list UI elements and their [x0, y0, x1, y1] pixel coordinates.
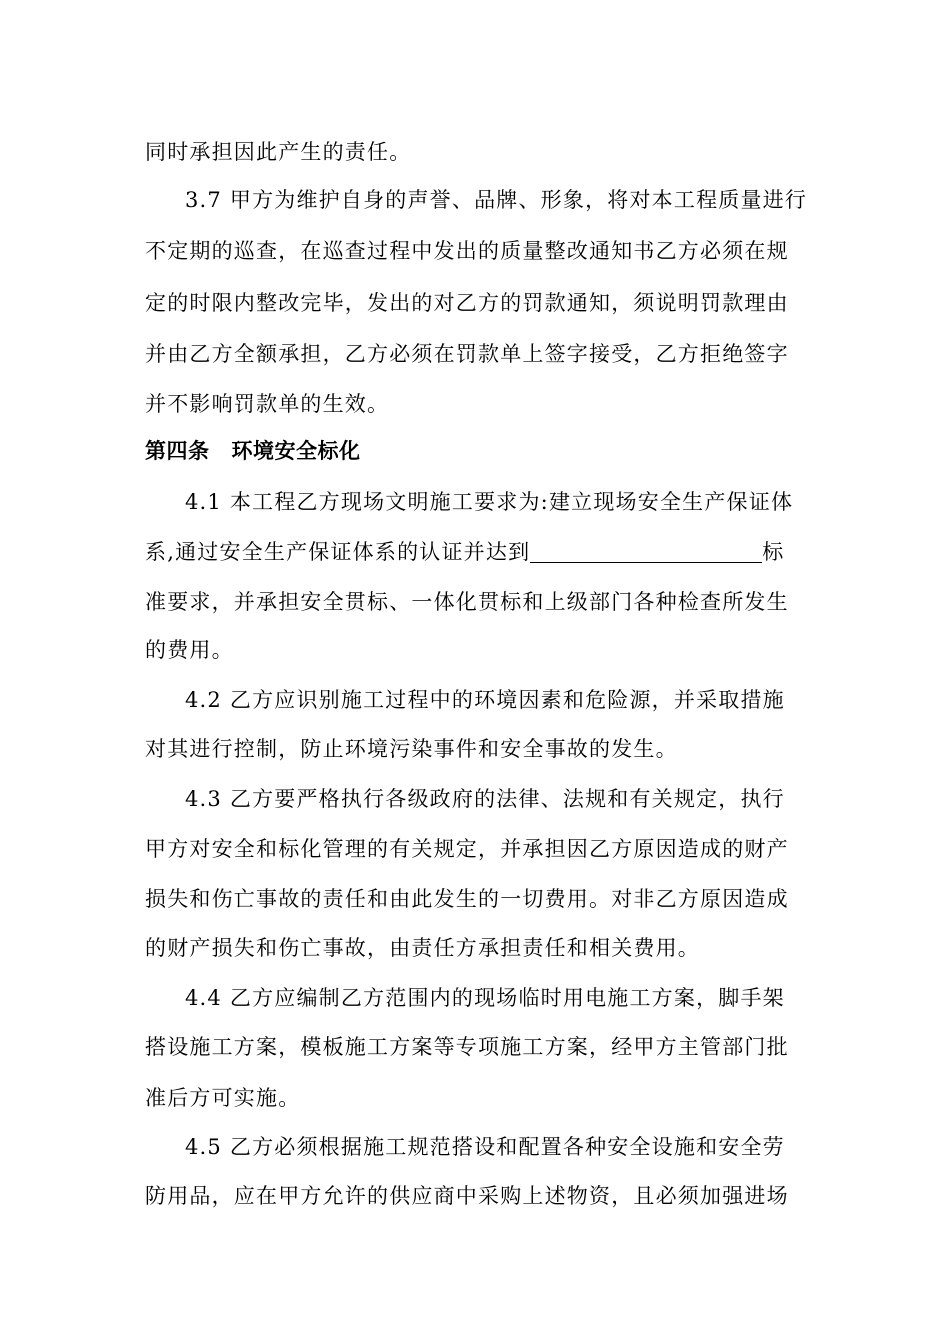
text-line: 甲方对安全和标化管理的有关规定，并承担因乙方原因造成的财产 — [145, 837, 789, 861]
text-line: 准后方可实施。 — [145, 1086, 301, 1110]
text-line: 不定期的巡查，在巡查过程中发出的质量整改通知书乙方必须在规 — [145, 239, 789, 263]
clause-4-4-line: 4.4 乙方应编制乙方范围内的现场临时用电施工方案，脚手架 — [185, 986, 785, 1010]
text-line: 的财产损失和伤亡事故，由责任方承担责任和相关费用。 — [145, 936, 700, 960]
fill-in-blank — [530, 540, 762, 563]
text-line: 损失和伤亡事故的责任和由此发生的一切费用。对非乙方原因造成 — [145, 887, 789, 911]
text-line: 搭设施工方案，模板施工方案等专项施工方案，经甲方主管部门批 — [145, 1035, 789, 1059]
clause-4-3-line: 4.3 乙方要严格执行各级政府的法律、法规和有关规定，执行 — [185, 787, 785, 811]
text-line: 并由乙方全额承担，乙方必须在罚款单上签字接受，乙方拒绝签字 — [145, 342, 789, 366]
text-line: 定的时限内整改完毕，发出的对乙方的罚款通知，须说明罚款理由 — [145, 291, 789, 315]
article-heading — [145, 437, 807, 465]
text-line: 准要求，并承担安全贯标、一体化贯标和上级部门各种检查所发生 — [145, 590, 789, 614]
clause-text: 标 — [762, 540, 785, 564]
clause-4-5-line: 4.5 乙方必须根据施工规范搭设和配置各种安全设施和安全劳 — [185, 1135, 785, 1159]
clause-4-1-line — [145, 538, 807, 566]
clause-4-2-line: 4.2 乙方应识别施工过程中的环境因素和危险源，并采取措施 — [185, 688, 785, 712]
article-number: 第四条 — [145, 439, 210, 463]
article-title: 环境安全标化 — [231, 439, 361, 463]
text-line: 的费用。 — [145, 638, 234, 662]
clause-text: 系,通过安全生产保证体系的认证并达到 — [145, 540, 531, 564]
text-line: 防用品，应在甲方允许的供应商中采购上述物资，且必须加强进场 — [145, 1184, 789, 1208]
clause-3-7-line: 3.7 甲方为维护自身的声誉、品牌、形象，将对本工程质量进行 — [185, 188, 808, 212]
text-line: 同时承担因此产生的责任。 — [145, 140, 412, 164]
text-line: 对其进行控制，防止环境污染事件和安全事故的发生。 — [145, 737, 678, 761]
clause-4-1-line: 4.1 本工程乙方现场文明施工要求为:建立现场安全生产保证体 — [185, 490, 794, 514]
text-line: 并不影响罚款单的生效。 — [145, 392, 390, 416]
